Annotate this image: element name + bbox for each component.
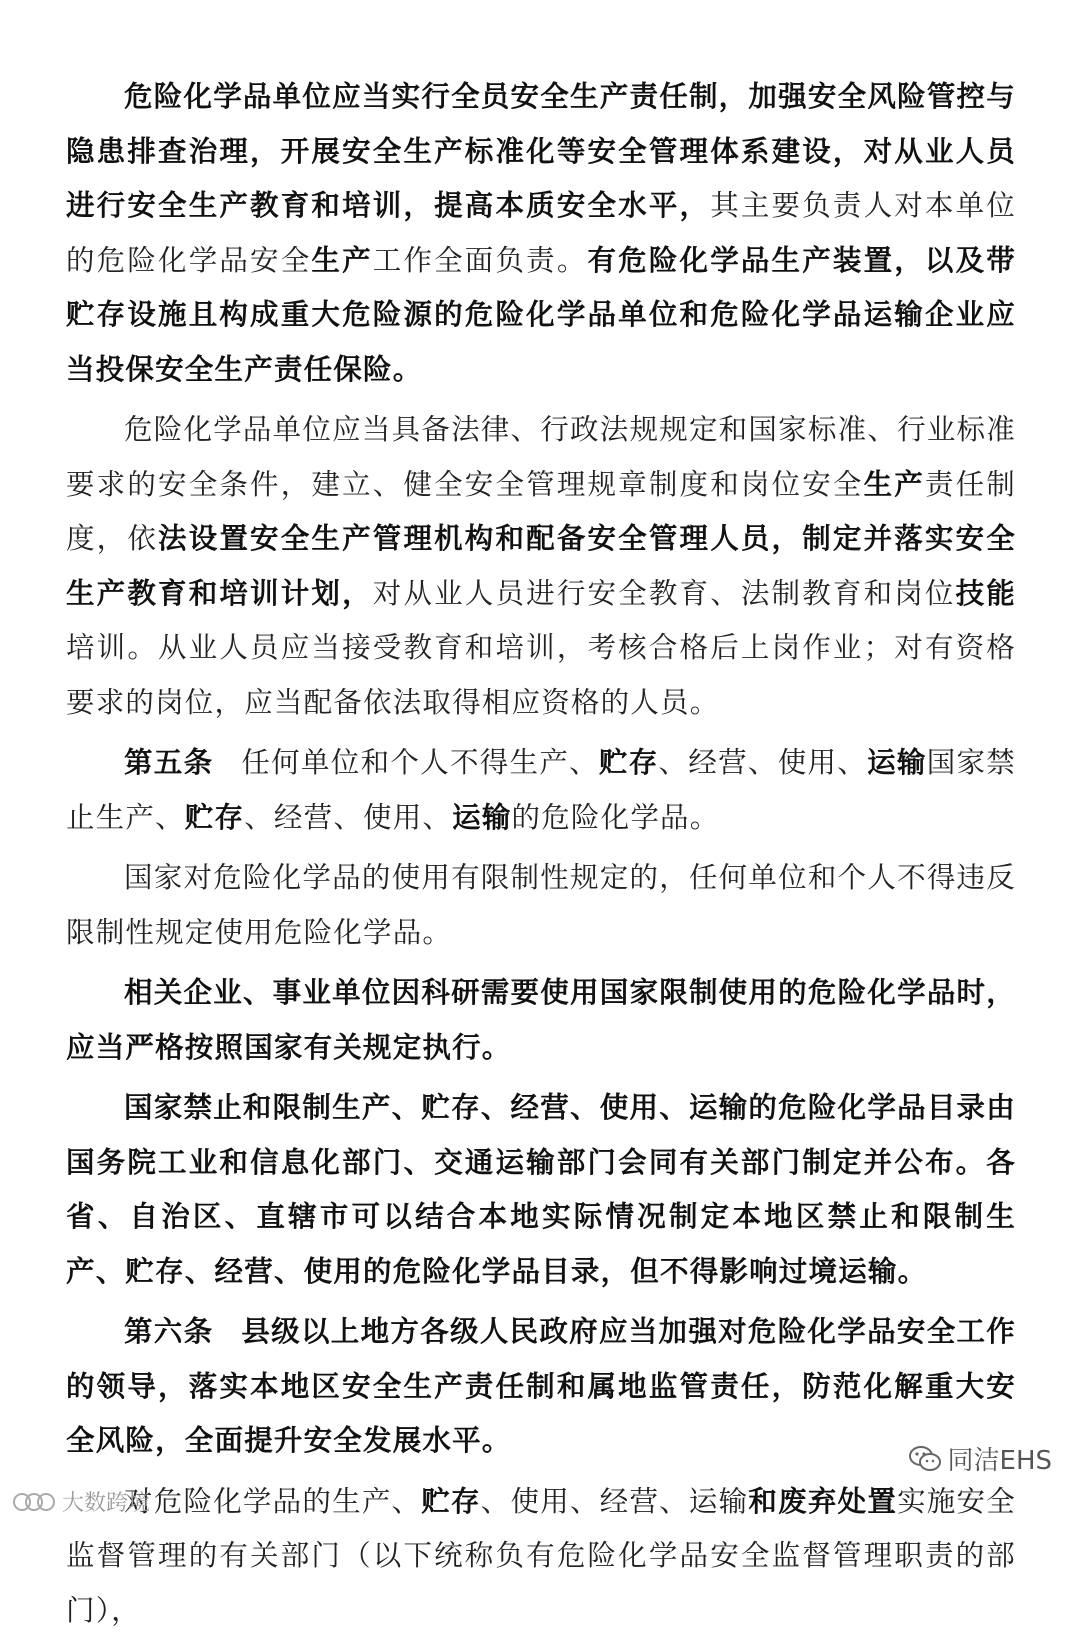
paragraph-6	[66, 1081, 1016, 1299]
text-run: 危险化学品单位应当实行全员安全生产责任制，加强安全风险管控与隐患排查治理，开展安全生产标准化等安全管理体系建设，对从业人员进行安全生产教育和培训，提高本质安全水平，	[66, 80, 1016, 222]
text-run: 贮存	[421, 1484, 481, 1518]
paragraph-5	[66, 966, 1016, 1075]
watermark-source	[12, 1486, 150, 1517]
text-run: 危险化学品单位应当具备法律、行政法规规定和国家标准、行业标准要求的安全条件，建立、健全安全管理规章制度和岗位安全	[66, 413, 1016, 501]
text-run: 运输	[867, 746, 927, 779]
article-6-heading: 第六条	[124, 1315, 214, 1348]
watermark-source-text: 大数跨境	[62, 1491, 151, 1516]
text-run: 、经营、使用、	[658, 746, 868, 779]
text-run: 责任制度，依	[66, 467, 1017, 555]
paragraph-2	[66, 403, 1016, 730]
text-run: 其主要负责人对本单位的危险化学品安全	[66, 189, 1016, 277]
text-run: 生产	[863, 467, 925, 501]
text-run: 国家禁止和限制生产、贮存、经营、使用、运输的危险化学品目录由国务院工业和信息化部门、交通运输部门会同有关部门制定并公布。各省、自治区、直辖市可以结合本地实际情况制定本地区禁止和限制生产、贮存、经营、使用的危险化学品目录，但不得影响过境运输。	[66, 1091, 1016, 1288]
text-run: 贮存	[598, 746, 659, 779]
paragraph-article-6	[66, 1305, 1016, 1469]
watermark-brand	[908, 1440, 1052, 1477]
text-run: 法设置安全生产管理机构和配备安全管理人员，制定并落实安全生产教育和培训计划，	[66, 522, 1016, 610]
paragraph-1	[66, 70, 1016, 397]
paragraph-8	[66, 1475, 1016, 1639]
text-run: 、经营、使用、	[244, 800, 453, 834]
paragraph-article-5	[66, 736, 1016, 845]
article-5-heading: 第五条	[124, 746, 214, 779]
wechat-icon	[908, 1444, 942, 1474]
text-run: 、使用、经营、运输	[480, 1484, 749, 1518]
text-run: 的危险化学品。	[511, 800, 720, 834]
text-run: 对危险化学品的生产、	[124, 1484, 422, 1518]
text-run: 对从业人员进行安全教育、法制教育和岗位	[372, 576, 956, 610]
text-run: 国家禁止生产、	[66, 746, 1016, 834]
document-body	[66, 70, 1016, 1644]
watermark-brand-text: 同洁EHS	[947, 1446, 1052, 1476]
text-run: 国家对危险化学品的使用有限制性规定的，任何单位和个人不得违反限制性规定使用危险化学品。	[66, 861, 1016, 949]
text-run: 工作全面负责。	[372, 243, 588, 277]
text-run: 县级以上地方各级人民政府应当加强对危险化学品安全工作的领导，落实本地区安全生产责任制和属地监管责任，防范化解重大安全风险，全面提升安全发展水平。	[66, 1315, 1016, 1457]
text-run: 技能	[955, 576, 1016, 610]
text-run: 贮存	[184, 800, 245, 834]
paragraph-4	[66, 851, 1016, 960]
text-run: 和废弃处置	[748, 1484, 898, 1518]
text-run: 实施安全监督管理的有关部门（以下统称负有危险化学品安全监督管理职责的部门），	[66, 1484, 1016, 1627]
text-run: 有危险化学品生产装置，以及带贮存设施且构成重大危险源的危险化学品单位和危险化学品运输企业应当投保安全生产责任保险。	[66, 243, 1016, 386]
text-run: 生产	[311, 243, 373, 277]
link-swirl-icon	[12, 1490, 56, 1514]
text-run: 运输	[452, 800, 512, 834]
text-run: 任何单位和个人不得生产、	[241, 746, 599, 779]
text-run: 培训。从业人员应当接受教育和培训，考核合格后上岗作业；对有资格要求的岗位，应当配备依法取得相应资格的人员。	[66, 631, 1016, 719]
text-run: 相关企业、事业单位因科研需要使用国家限制使用的危险化学品时，应当严格按照国家有关规定执行。	[66, 976, 1016, 1064]
